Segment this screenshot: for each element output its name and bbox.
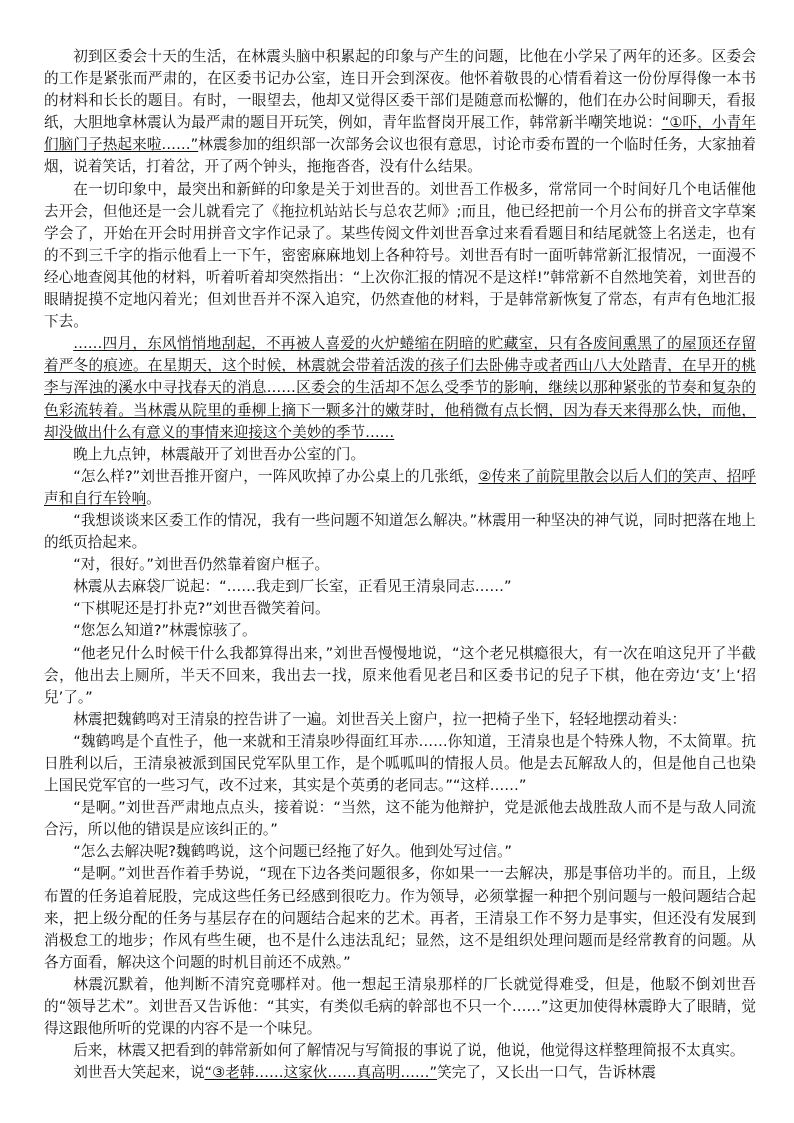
paragraph-text: 林震从去麻袋厂说起：“……我走到厂长室，正看见王清泉同志……” [73, 578, 512, 596]
paragraph [44, 841, 756, 863]
paragraph-text: 。 [146, 489, 161, 507]
paragraph-text: “我想谈谈来区委工作的情况，我有一些问题不知道怎么解决。”林震用一种坚决的神气说，同时把落在地上的纸页拾起来。 [44, 511, 756, 552]
paragraph [44, 576, 756, 598]
paragraph [44, 333, 756, 443]
paragraph-text: 在一切印象中，最突出和新鲜的印象是关于刘世吾的。刘世吾工作极多，常常同一个时间好几个电话催他去开会，但他还是一会儿就看完了《拖拉机站站长与总农艺师》;而且，他已经把前一个月公布的拼音文字草案学会了，开始在开会时用拼音文字作记录了。某些传阅文件刘世吾拿过来看看题目和结尾就签上名送走，也有的不到三千字的指示他看上一下午，密密麻麻地划上各种符号。刘世吾有时一面听韩常新汇报情况，一面漫不经心地查阅其他的材料，听着听着却突然指出：“上次你汇报的情况不是这样!”韩常新不自然地笑着，刘世吾的眼睛捉摸不定地闪着光；但刘世吾并不深入追究，仍然查他的材料，于是韩常新恢复了常态，有声有色地汇报下去。 [44, 180, 756, 331]
paragraph-text: 林震参加的组织部一次部务会议也很有意思，讨论市委布置的一个临时任务，大家抽着烟，说着笑话，打着岔，开了两个钟头，拖拖沓沓，没有什么结果。 [44, 136, 756, 176]
paragraph-text: 刘世吾大笑起来，说 [73, 1064, 205, 1082]
paragraph [44, 466, 756, 510]
paragraph [44, 1062, 756, 1084]
paragraph-text: “怎么样?”刘世吾推开窗户，一阵风吹掉了办公桌上的几张纸， [73, 467, 479, 485]
paragraph [44, 179, 756, 334]
paragraph-text: 林震把魏鹤鸣对王清泉的控告讲了一遍。刘世吾关上窗户，拉一把椅子坐下，轻轻地摆动着头： [73, 710, 687, 728]
paragraph-text: “魏鹤鸣是个直性子，他一来就和王清泉吵得面红耳赤……你知道，王清泉也是个特殊人物，不太简單。抗日胜利以后，王清泉被派到国民党军队里工作，是个呱呱叫的情报人员。他是去瓦解敌人的，但是他自己也染上国民党军官的一些习气，改不过来，其实是个英勇的老同志。”“这样……” [44, 732, 756, 795]
paragraph-text: “对，很好。”刘世吾仍然靠着窗户框子。 [73, 556, 330, 574]
paragraph-text: 后来，林震又把看到的韩常新如何了解情况与写简报的事说了说，他说，他觉得这样整理简报不太真实。 [73, 1042, 745, 1060]
paragraph [44, 46, 756, 179]
paragraph [44, 863, 756, 973]
underlined-text: ……四月，东风悄悄地刮起，不再被人喜爱的火炉蜷缩在阴暗的贮藏室，只有各废间熏黑了的屋顶还存留着严冬的痕迹。在星期天，这个时候，林震就会带着活泼的孩子们去卧佛寺或者西山八大处踏青，在早开的桃李与浑浊的溪水中寻找春天的消息……区委会的生活却不怎么受季节的影响，继续以那种紧张的节奏和复杂的色彩流转着。当林震从院里的垂柳上摘下一颗多汁的嫩芽时，他稍微有点长惘，因为春天来得那么快，而他，却没做出什么有意义的事情来迎接这个美妙的季节…… [44, 335, 756, 441]
paragraph [44, 731, 756, 797]
underlined-text: “③老韩……这家伙……真高明……” [204, 1064, 438, 1082]
paragraph-text: 林震沉默着，他判断不清究竟哪样对。他一想起王清泉那样的厂长就觉得难受，但是，他駁不倒刘世吾的“领导艺术”。刘世吾又告诉他：“其实，有类似毛病的幹部也不只一个……”这更加使得林震睁大了眼睛，觉得这跟他所听的党课的内容不是一个味兒。 [44, 975, 756, 1038]
paragraph [44, 444, 756, 466]
paragraph [44, 598, 756, 620]
paragraph [44, 709, 756, 731]
paragraph-text: “他老兄什么时候干什么我都算得出来，”刘世吾慢慢地说，“这个老兄棋瘾很大，有一次在咱这兒开了半截会，他出去上厕所，半天不回来，我出去一找，原来他看见老吕和区委书记的兒子下棋，他在旁边‘支’上‘招兒’了。” [44, 644, 756, 706]
paragraph [44, 1040, 756, 1062]
paragraph-text: “是啊。”刘世吾作着手势说，“现在下边各类问题很多，你如果一一去解决，那是事倍功半的。而且，上级布置的任务追着屁股，完成这些任务已经感到很吃力。作为领导，必须掌握一种把个别问题与一般问题结合起来，把上级分配的任务与基层存在的问题结合起来的艺术。再者，王清泉工作不努力是事实，但还没有发展到消极怠工的地步；作风有些生硬，也不是什么违法乱纪；显然，这不是组织处理问题而是经常教育的问题。从各方面看，解决这个问题的时机目前还不成熟。” [44, 865, 756, 971]
underlined-text: “①吓，小青年们脑门子热起来啦……” [44, 114, 756, 154]
paragraph [44, 510, 756, 554]
underlined-text: ②传来了前院里散会以后人们的笑声、招呼声和自行车铃响 [44, 467, 756, 507]
paragraph-text: “您怎么知道?”林震惊骇了。 [73, 622, 257, 640]
paragraph-text: “怎么去解决呢?魏鹤鸣说，这个问题已经拖了好久。他到处写过信。” [73, 843, 512, 861]
paragraph-text: “下棋呢还是打扑克?”刘世吾微笑着问。 [73, 600, 330, 618]
paragraph-text: 初到区委会十天的生活，在林震头脑中积累起的印象与产生的问题，比他在小学呆了两年的还多。区委会的工作是紧张而严肃的，在区委书记办公室，连日开会到深夜。他怀着敬畏的心情看着这一份份厚得像一本书的材料和长长的题目。有时，一眼望去，他却又觉得区委干部们是随意而松懈的，他们在办公时间聊天，看报纸，大胆地拿林震认为最严肃的题目开玩笑，例如，青年监督岗开展工作，韩常新半嘲笑地说： [44, 48, 756, 132]
paragraph-text: “是啊。”刘世吾严肃地点点头，接着说：“当然，这不能为他辩护，党是派他去战胜敌人而不是与敌人同流合污，所以他的错误是应该纠正的。” [44, 799, 756, 839]
paragraph [44, 554, 756, 576]
paragraph [44, 797, 756, 841]
paragraph-text: 笑完了，又长出一口气，告诉林震 [437, 1064, 656, 1082]
document-body [44, 46, 756, 1084]
paragraph-text: 晚上九点钟，林震敲开了刘世吾办公室的门。 [73, 445, 366, 463]
paragraph [44, 643, 756, 709]
paragraph [44, 620, 756, 642]
paragraph [44, 974, 756, 1040]
